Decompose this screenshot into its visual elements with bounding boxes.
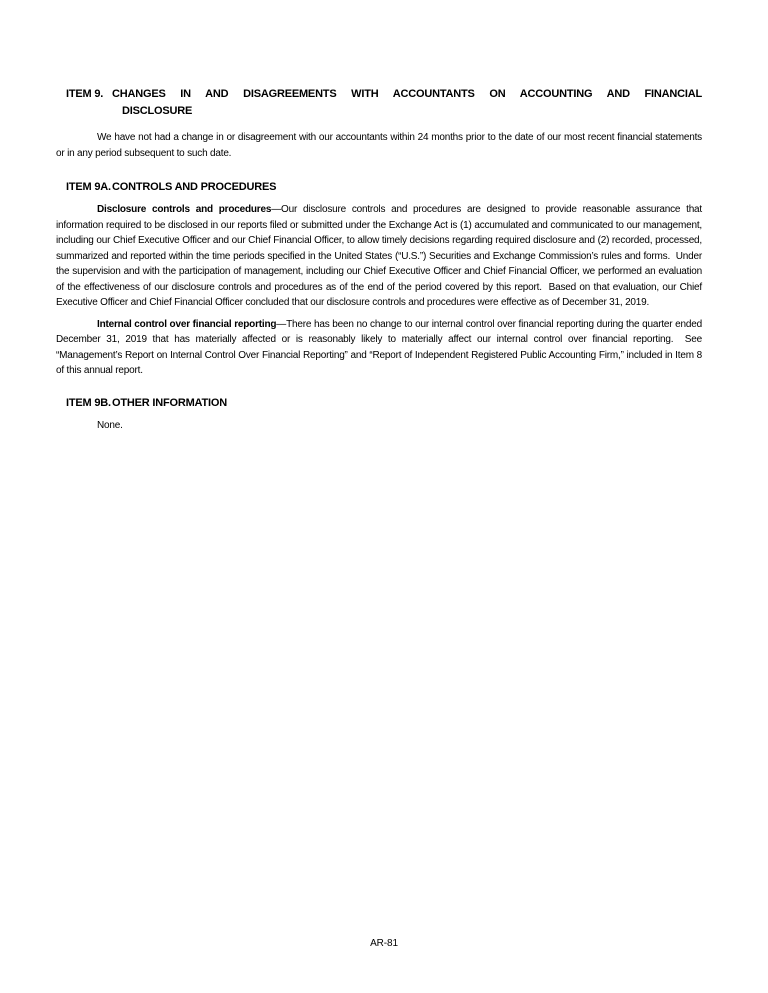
item9a-label: ITEM 9A. — [66, 181, 111, 193]
item9b-heading — [66, 395, 702, 412]
item9a-title: CONTROLS AND PROCEDURES — [112, 181, 277, 193]
item9b-title: OTHER INFORMATION — [112, 396, 227, 409]
page-number: AR-81 — [370, 938, 398, 949]
item9-paragraph: We have not had a change in or disagreement with our accountants within 24 months prior to the date of our most recent financial statements or in any period subsequent to such date. — [56, 132, 705, 159]
item9-title — [112, 86, 702, 120]
item9b-label: ITEM 9B. — [66, 396, 111, 409]
item9-title-line1: CHANGES IN AND DISAGREEMENTS WITH ACCOUNTANTS ON ACCOUNTING AND FINANCIAL — [112, 88, 702, 100]
internal-control-lead: Internal control over financial reporting — [97, 318, 277, 330]
internal-control-text: —There has been no change to our internal control over financial reporting during the quarter ended December 31, 2019 that has materially affected or is reasonably likely to materially affect our internal control over financial reporting. See “Management’s Report on Internal Control Over Financial Reporting” and “Report of Independent Registered Public Accounting Firm,” included in Item 8 of this annual report. — [56, 318, 705, 376]
item9-title-line2: DISCLOSURE — [122, 105, 193, 117]
disclosure-controls-lead: Disclosure controls and procedures — [97, 204, 272, 215]
item9-label: ITEM 9. — [66, 88, 104, 100]
internal-control-paragraph — [56, 317, 705, 379]
disclosure-controls-text: —Our disclosure controls and procedures are designed to provide reasonable assurance that information required to be disclosed in our reports filed or submitted under the Exchange Act is (1) accumulated and communicated to our management, including our Chief Executive Officer and our Chief Financial Officer, to allow timely decisions regarding required disclosure and (2) recorded, processed, summarized and reported within the time periods specified in the United States (“U.S.”) Securities and Exchange Commission’s rules and forms. Under the supervision and with the participation of management, including our Chief Executive Officer and Chief Financial Officer, we performed an evaluation of the effectiveness of our disclosure controls and procedures as of the end of the period covered by this report. Based on that evaluation, our Chief Executive Officer and Chief Financial Officer concluded that our disclosure controls and procedures were effective as of December 31, 2019. — [56, 204, 705, 308]
item9b-paragraph: None. — [97, 419, 123, 431]
item9a-heading — [66, 179, 702, 196]
item9-heading — [66, 86, 702, 120]
disclosure-controls-paragraph — [56, 202, 705, 311]
